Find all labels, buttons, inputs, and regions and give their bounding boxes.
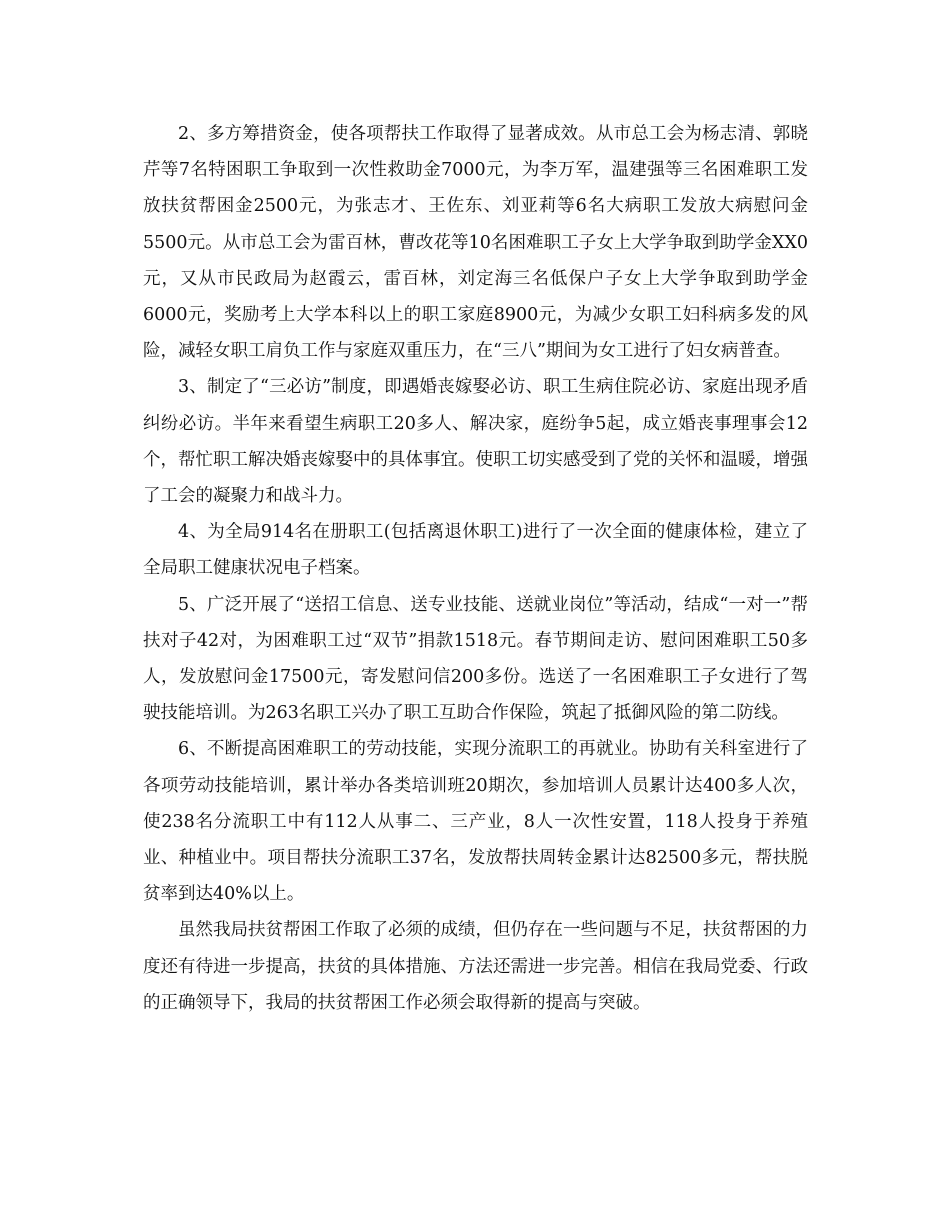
- paragraph-funding: 2、多方筹措资金，使各项帮扶工作取得了显著成效。从市总工会为杨志清、郭晓芹等7名特困职工争取到一次性救助金7000元，为李万军，温建强等三名困难职工发放扶贫帮困金2500元，为张志才、王佐东、刘亚莉等6名大病职工发放大病慰问金5500元。从市总工会为雷百林，曹改花等10名困难职工子女上大学争取到助学金XX0元，又从市民政局为赵霞云，雷百林，刘定海三名低保户子女上大学争取到助学金6000元，奖励考上大学本科以上的职工家庭8900元，为减少女职工妇科病多发的风险，减轻女职工肩负工作与家庭双重压力，在“三八”期间为女工进行了妇女病普查。: [143, 124, 808, 362]
- paragraph-health-check: 4、为全局914名在册职工(包括离退休职工)进行了一次全面的健康体检，建立了全局职工健康状况电子档案。: [143, 522, 808, 579]
- paragraph-employment-activities: 5、广泛开展了“送招工信息、送专业技能、送就业岗位”等活动，结成“一对一”帮扶对子42对，为困难职工过“双节”捐款1518元。春节期间走访、慰问困难职工50多人，发放慰问金17500元，寄发慰问信200多份。选送了一名困难职工子女进行了驾驶技能培训。为263名职工兴办了职工互助合作保险，筑起了抵御风险的第二防线。: [143, 594, 808, 724]
- document-body: [143, 116, 808, 1021]
- paragraph-conclusion: 虽然我局扶贫帮困工作取了必须的成绩，但仍存在一些问题与不足，扶贫帮困的力度还有待进一步提高，扶贫的具体措施、方法还需进一步完善。相信在我局党委、行政的正确领导下，我局的扶贫帮困工作必须会取得新的提高与突破。: [143, 920, 808, 1013]
- paragraph-skills-training: 6、不断提高困难职工的劳动技能，实现分流职工的再就业。协助有关科室进行了各项劳动技能培训，累计举办各类培训班20期次，参加培训人员累计达400多人次，使238名分流职工中有112人从事二、三产业，8人一次性安置，118人投身于养殖业、种植业中。项目帮扶分流职工37名，发放帮扶周转金累计达82500多元，帮扶脱贫率到达40%以上。: [143, 739, 808, 905]
- paragraph-three-visits: 3、制定了“三必访”制度，即遇婚丧嫁娶必访、职工生病住院必访、家庭出现矛盾纠纷必访。半年来看望生病职工20多人、解决家，庭纷争5起，成立婚丧事理事会12个，帮忙职工解决婚丧嫁娶中的具体事宜。使职工切实感受到了党的关怀和温暖，增强了工会的凝聚力和战斗力。: [143, 377, 808, 507]
